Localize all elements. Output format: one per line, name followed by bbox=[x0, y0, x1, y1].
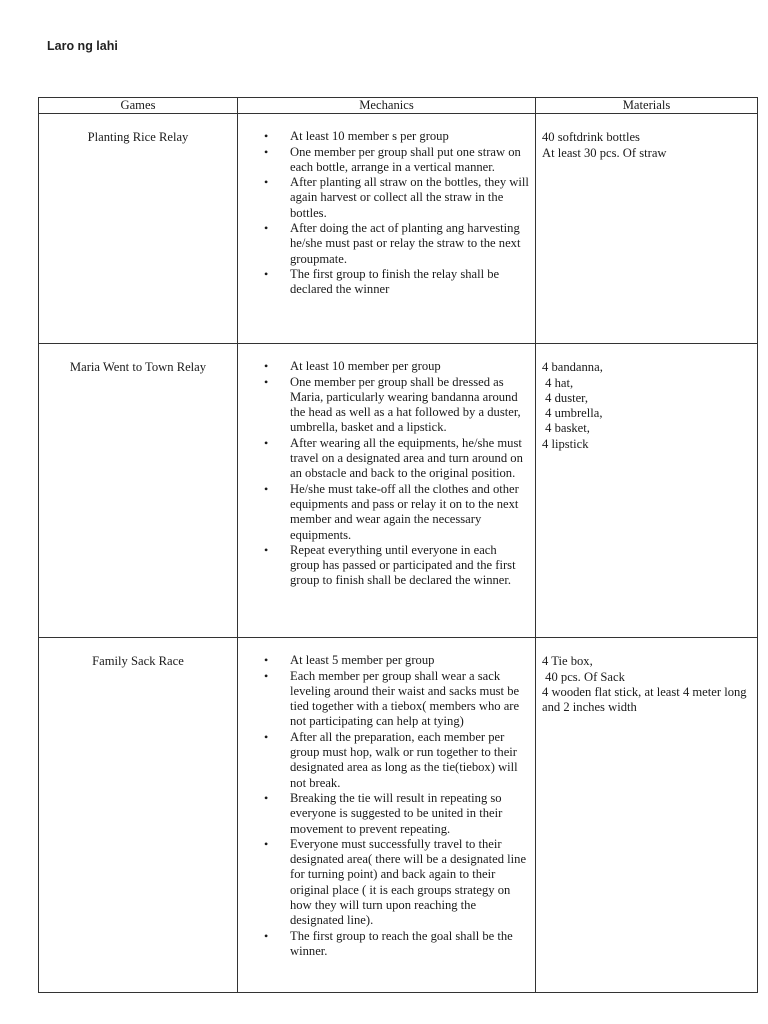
list-item bbox=[264, 374, 529, 436]
materials-cell bbox=[536, 638, 758, 993]
mechanic-text: After wearing all the equipments, he/she must travel on a designated area and turn around on an obstacle and back to the original position. bbox=[290, 435, 523, 481]
bullet-icon: • bbox=[264, 175, 269, 190]
list-item bbox=[264, 481, 529, 543]
list-item bbox=[264, 836, 529, 929]
mechanic-text: Everyone must successfully travel to their designated area( there will be a designated line for turning point) and back again to their original place ( it is each groups strategy on how they will turn upon reaching the designated line). bbox=[290, 836, 527, 928]
list-item bbox=[264, 729, 529, 791]
bullet-icon: • bbox=[264, 435, 269, 450]
mechanic-text: At least 10 member per group bbox=[290, 359, 441, 374]
mechanics-list bbox=[244, 359, 529, 588]
bullet-icon: • bbox=[264, 144, 269, 159]
list-item bbox=[264, 266, 529, 298]
header-games: Games bbox=[39, 98, 238, 114]
table-row bbox=[39, 114, 758, 344]
mechanics-list bbox=[244, 129, 529, 297]
list-item bbox=[264, 653, 529, 668]
mechanics-list bbox=[244, 653, 529, 959]
material-item: 4 bandanna, bbox=[542, 360, 603, 375]
mechanic-text: Repeat everything until everyone in each group has passed or participated and the first group to finish shall be declared the winner. bbox=[290, 542, 516, 588]
list-item bbox=[264, 668, 529, 730]
header-mechanics: Mechanics bbox=[238, 98, 536, 114]
mechanic-text: After all the preparation, each member per group must hop, walk or run together to their designated area as long as the tie(tiebox) will not break. bbox=[290, 729, 518, 790]
mechanic-text: One member per group shall be dressed as Maria, particularly wearing bandanna around the head as well as a hat followed by a duster, umbrella, basket and a lipstick. bbox=[290, 374, 521, 435]
mechanic-text: One member per group shall put one straw on each bottle, arrange in a vertical manner. bbox=[290, 144, 521, 174]
bullet-icon: • bbox=[264, 729, 269, 744]
material-item: 4 hat, bbox=[542, 375, 574, 390]
material-item: At least 30 pcs. Of straw bbox=[542, 145, 667, 160]
bullet-icon: • bbox=[264, 374, 269, 389]
material-item: 4 basket, bbox=[542, 421, 590, 436]
mechanic-text: The first group to finish the relay shall be declared the winner bbox=[290, 266, 500, 297]
list-item bbox=[264, 175, 529, 221]
material-item: 4 umbrella, bbox=[542, 406, 603, 421]
list-item bbox=[264, 790, 529, 837]
bullet-icon: • bbox=[264, 790, 269, 805]
mechanic-text: After planting all straw on the bottles, they will again harvest or collect all the straw in the bottles. bbox=[290, 175, 529, 220]
games-table bbox=[38, 97, 758, 993]
mechanics-cell bbox=[238, 344, 536, 638]
list-item bbox=[264, 435, 529, 482]
mechanic-text: The first group to reach the goal shall be the winner. bbox=[290, 928, 513, 958]
bullet-icon: • bbox=[264, 836, 269, 851]
list-item bbox=[264, 359, 529, 374]
game-name: Maria Went to Town Relay bbox=[39, 344, 238, 638]
list-item bbox=[264, 542, 529, 589]
list-item bbox=[264, 928, 529, 960]
materials-cell bbox=[536, 344, 758, 638]
game-name: Planting Rice Relay bbox=[39, 114, 238, 344]
table-header-row bbox=[39, 98, 758, 114]
mechanic-text: At least 10 member s per group bbox=[290, 129, 449, 144]
mechanic-text: Each member per group shall wear a sack leveling around their waist and sacks must be tied together with a tiebox( members who are not participating can help at tying) bbox=[290, 668, 520, 729]
header-materials: Materials bbox=[536, 98, 758, 114]
materials-cell bbox=[536, 114, 758, 344]
bullet-icon: • bbox=[264, 542, 269, 557]
mechanics-cell bbox=[238, 638, 536, 993]
document-title: Laro ng lahi bbox=[47, 39, 118, 53]
bullet-icon: • bbox=[264, 928, 269, 943]
table-row bbox=[39, 344, 758, 638]
bullet-icon: • bbox=[264, 359, 269, 374]
bullet-icon: • bbox=[264, 653, 269, 668]
list-item bbox=[264, 144, 529, 176]
bullet-icon: • bbox=[264, 266, 269, 281]
material-item: 40 pcs. Of Sack bbox=[542, 669, 625, 684]
mechanic-text: He/she must take-off all the clothes and other equipments and pass or relay it on to the next member and wear again the necessary equipments. bbox=[290, 481, 519, 542]
mechanics-cell bbox=[238, 114, 536, 344]
bullet-icon: • bbox=[264, 481, 269, 496]
mechanic-text: Breaking the tie will result in repeating so everyone is suggested to be united in their movement to prevent repeating. bbox=[290, 790, 503, 836]
bullet-icon: • bbox=[264, 221, 269, 236]
bullet-icon: • bbox=[264, 129, 269, 144]
material-item: 4 wooden flat stick, at least 4 meter long and 2 inches width bbox=[542, 684, 747, 715]
game-name: Family Sack Race bbox=[39, 638, 238, 993]
mechanic-text: At least 5 member per group bbox=[290, 653, 435, 668]
table-row bbox=[39, 638, 758, 993]
material-item: 4 duster, bbox=[542, 390, 589, 405]
material-item: 4 lipstick bbox=[542, 436, 589, 451]
material-item: 4 Tie box, bbox=[542, 654, 593, 669]
list-item bbox=[264, 129, 529, 144]
bullet-icon: • bbox=[264, 668, 269, 683]
list-item bbox=[264, 221, 529, 267]
mechanic-text: After doing the act of planting ang harvesting he/she must past or relay the straw to the next groupmate. bbox=[290, 221, 521, 266]
material-item: 40 softdrink bottles bbox=[542, 130, 640, 145]
